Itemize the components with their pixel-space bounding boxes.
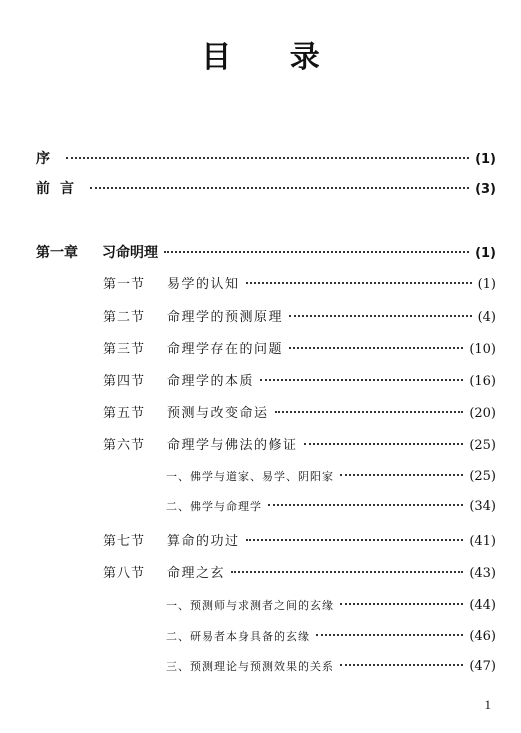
entry-page: (43) xyxy=(469,566,496,581)
entry-page: (47) xyxy=(469,659,496,674)
toc-entry-section-2[interactable] xyxy=(103,306,496,325)
entry-title: 三、预测理论与预测效果的关系 xyxy=(166,660,334,673)
leader-dots xyxy=(340,473,463,476)
toc-entry-subsection-6-1[interactable] xyxy=(166,468,496,484)
leader-dots xyxy=(289,314,472,317)
toc-entry-preface[interactable] xyxy=(36,148,496,168)
entry-title: 前言 xyxy=(36,181,84,197)
leader-dots xyxy=(268,503,463,506)
section-number: 第六节 xyxy=(103,438,146,453)
section-number: 第七节 xyxy=(103,534,146,549)
leader-dots xyxy=(90,186,469,189)
entry-title: 易学的认知 xyxy=(167,277,240,292)
toc-entry-section-4[interactable] xyxy=(103,370,496,389)
entry-title: 一、预测师与求测者之间的玄缘 xyxy=(166,599,334,612)
entry-title: 二、佛学与命理学 xyxy=(166,500,262,513)
leader-dots xyxy=(260,378,463,381)
leader-dots xyxy=(340,663,463,666)
toc-entry-subsection-8-1[interactable] xyxy=(166,597,496,613)
entry-page: (3) xyxy=(475,182,496,197)
section-number: 第二节 xyxy=(103,310,146,325)
leader-dots xyxy=(66,156,469,159)
entry-page: (10) xyxy=(469,342,496,357)
toc-entry-section-6[interactable] xyxy=(103,434,496,453)
entry-page: (44) xyxy=(469,598,496,613)
entry-title: 一、佛学与道家、易学、阴阳家 xyxy=(166,470,334,483)
page-number: 1 xyxy=(484,697,491,712)
toc-entry-section-5[interactable] xyxy=(103,402,496,421)
leader-dots xyxy=(275,410,464,413)
toc-entry-subsection-6-2[interactable] xyxy=(166,498,496,514)
entry-title: 预测与改变命运 xyxy=(167,406,269,421)
section-number: 第八节 xyxy=(103,566,146,581)
entry-page: (1) xyxy=(475,246,496,261)
leader-dots xyxy=(246,281,472,284)
entry-page: (25) xyxy=(469,469,496,484)
entry-title: 命理学存在的问题 xyxy=(167,342,284,357)
entry-page: (20) xyxy=(469,406,496,421)
entry-page: (25) xyxy=(469,438,496,453)
toc-entry-subsection-8-2[interactable] xyxy=(166,628,496,644)
entry-title: 习命明理 xyxy=(102,245,158,261)
entry-page: (34) xyxy=(469,499,496,514)
entry-page: (16) xyxy=(469,374,496,389)
toc-entry-section-7[interactable] xyxy=(103,530,496,549)
leader-dots xyxy=(231,570,463,573)
entry-page: (46) xyxy=(469,629,496,644)
toc-entry-section-8[interactable] xyxy=(103,562,496,581)
leader-dots xyxy=(246,538,464,541)
entry-title: 算命的功过 xyxy=(167,534,240,549)
entry-page: (1) xyxy=(477,277,496,292)
entry-title: 序 xyxy=(36,151,60,167)
toc-entry-section-1[interactable] xyxy=(103,273,496,292)
section-number: 第五节 xyxy=(103,406,146,421)
leader-dots xyxy=(164,250,469,253)
entry-title: 二、研易者本身具备的玄缘 xyxy=(166,630,310,643)
entry-title: 命理之玄 xyxy=(167,566,226,581)
entry-page: (1) xyxy=(475,152,496,167)
leader-dots xyxy=(304,442,464,445)
section-number: 第四节 xyxy=(103,374,146,389)
page-title: 目 录 xyxy=(201,40,344,75)
leader-dots xyxy=(316,633,463,636)
chapter-number: 第一章 xyxy=(36,245,78,261)
entry-page: (4) xyxy=(477,310,496,325)
entry-title: 命理学与佛法的修证 xyxy=(167,438,298,453)
leader-dots xyxy=(289,346,463,349)
section-number: 第三节 xyxy=(103,342,146,357)
toc-entry-foreword[interactable] xyxy=(36,178,496,198)
section-number: 第一节 xyxy=(103,277,146,292)
entry-title: 命理学的本质 xyxy=(167,374,255,389)
toc-entry-section-3[interactable] xyxy=(103,338,496,357)
entry-title: 命理学的预测原理 xyxy=(167,310,284,325)
leader-dots xyxy=(340,602,463,605)
entry-page: (41) xyxy=(469,534,496,549)
toc-entry-chapter-1[interactable] xyxy=(36,242,496,262)
toc-entry-subsection-8-3[interactable] xyxy=(166,658,496,674)
